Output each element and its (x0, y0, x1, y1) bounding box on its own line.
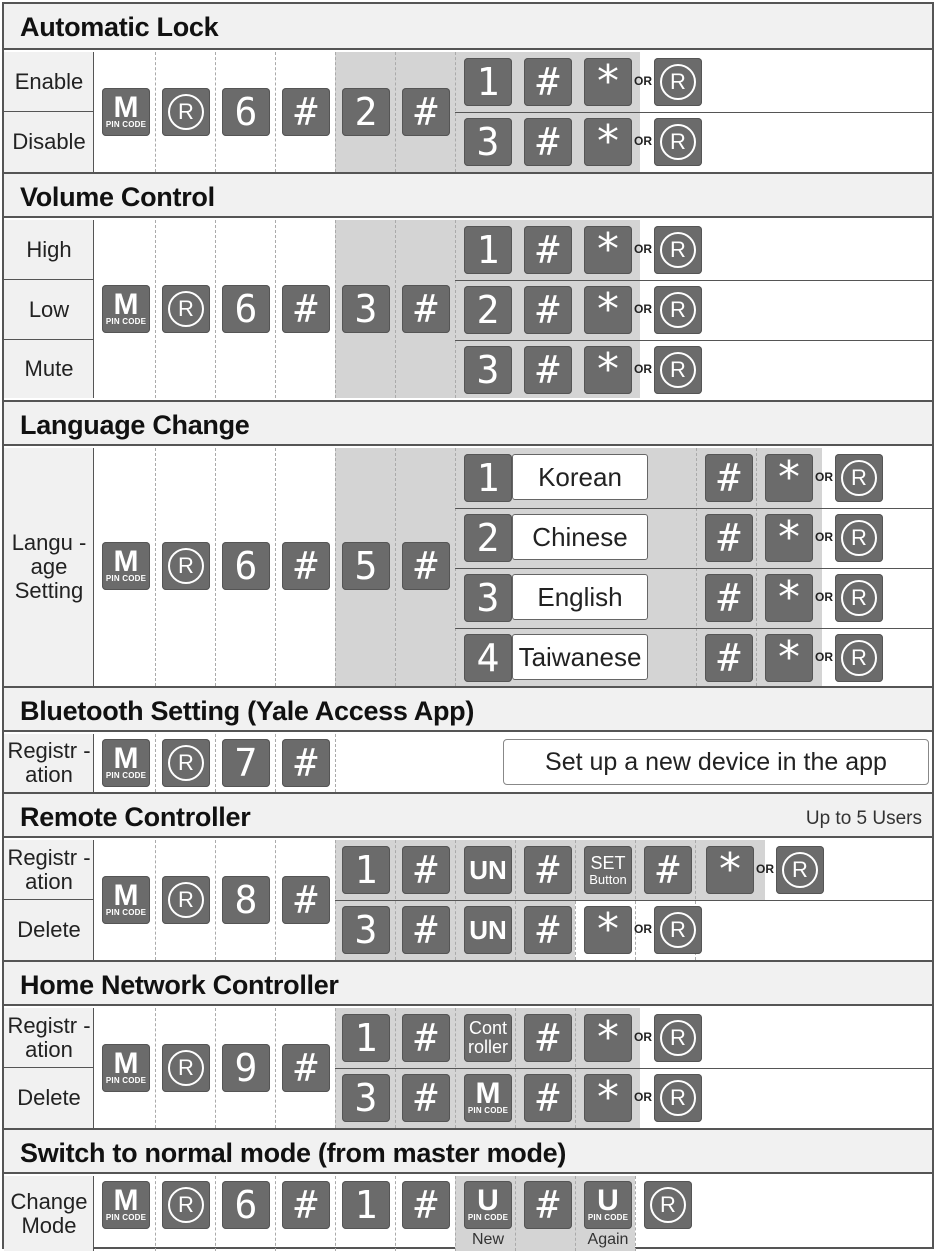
column-divider (395, 448, 396, 686)
master-key-letter: M (113, 879, 139, 912)
column-divider (215, 1176, 216, 1251)
digit-key-icon: 1 (464, 226, 512, 274)
star-key-icon: * (765, 634, 813, 682)
controller-label-1: Cont (468, 1018, 508, 1038)
digit-key-icon: 3 (342, 285, 390, 333)
register-key-icon (835, 574, 883, 622)
pin-code-caption: PIN CODE (467, 1106, 509, 1115)
column-divider (455, 1176, 456, 1251)
hash-key-icon: # (282, 876, 330, 924)
master-key-icon (102, 739, 150, 787)
row-label: Change Mode (10, 1188, 88, 1238)
master-key-icon (102, 542, 150, 590)
column-divider (395, 1176, 396, 1251)
register-symbol: R (168, 882, 204, 918)
column-divider (215, 448, 216, 686)
row-label: Registr -ation (7, 738, 91, 787)
pin-code-caption: PIN CODE (587, 1213, 629, 1222)
or-text: OR (634, 1090, 652, 1104)
master-key-letter: M (113, 742, 139, 775)
section-header (4, 1128, 932, 1174)
pin-code-caption: PIN CODE (105, 317, 147, 326)
register-symbol: R (841, 520, 877, 556)
register-symbol: R (660, 1020, 696, 1056)
column-divider (335, 220, 336, 398)
register-key-icon (654, 118, 702, 166)
un-key-icon: UN (464, 906, 512, 954)
register-symbol: R (168, 1187, 204, 1223)
hash-key-icon: # (402, 88, 450, 136)
digit-key-icon: 1 (464, 454, 512, 502)
column-divider (275, 448, 276, 686)
row-divider (455, 340, 932, 341)
row-label: Low (4, 280, 94, 340)
register-key-icon (654, 346, 702, 394)
column-divider (275, 840, 276, 960)
register-key-icon (654, 58, 702, 106)
or-text: OR (815, 590, 833, 604)
master-key-icon (102, 88, 150, 136)
star-key-icon: * (584, 286, 632, 334)
column-divider (275, 1176, 276, 1251)
row-divider (455, 628, 932, 629)
digit-key-icon: 3 (464, 118, 512, 166)
hash-key-icon: # (524, 846, 572, 894)
or-text: OR (634, 134, 652, 148)
register-symbol: R (168, 94, 204, 130)
register-symbol: R (660, 232, 696, 268)
register-key-icon (654, 286, 702, 334)
user-key-letter: U (477, 1184, 499, 1217)
section-header (4, 960, 932, 1006)
section-header (4, 172, 932, 218)
row-divider (455, 280, 932, 281)
row-divider (455, 508, 932, 509)
hash-key-icon: # (524, 226, 572, 274)
column-divider (155, 220, 156, 398)
row-label: Registr -ation (4, 840, 94, 900)
master-key-letter: M (475, 1077, 501, 1110)
section (4, 400, 932, 686)
column-divider (335, 448, 336, 686)
star-key-icon: * (584, 1014, 632, 1062)
register-symbol: R (650, 1187, 686, 1223)
pin-code-caption: PIN CODE (105, 120, 147, 129)
master-key-icon (102, 285, 150, 333)
language-name-box: English (512, 574, 648, 620)
register-symbol: R (841, 580, 877, 616)
un-key-icon: UN (464, 846, 512, 894)
set-label: SET (590, 852, 626, 873)
hash-key-icon: # (402, 1014, 450, 1062)
section-title: Volume Control (20, 182, 215, 212)
register-key-icon (654, 906, 702, 954)
column-divider (155, 734, 156, 792)
master-key-icon (464, 1074, 512, 1122)
section-title: Language Change (20, 410, 250, 440)
section (4, 172, 932, 400)
user-key-icon (464, 1181, 512, 1229)
column-divider (395, 52, 396, 172)
register-key-icon (654, 226, 702, 274)
language-name-box: Korean (512, 454, 648, 500)
register-key-icon (162, 876, 210, 924)
column-divider (275, 220, 276, 398)
hash-key-icon: # (282, 285, 330, 333)
digit-key-icon: 6 (222, 542, 270, 590)
master-key-icon (102, 876, 150, 924)
register-key-icon (835, 454, 883, 502)
section-header (4, 686, 932, 732)
section-header (4, 400, 932, 446)
or-text: OR (815, 530, 833, 544)
hash-key-icon: # (644, 846, 692, 894)
digit-key-icon: 7 (222, 739, 270, 787)
star-key-icon: * (584, 906, 632, 954)
or-text: OR (634, 362, 652, 376)
register-key-icon (835, 514, 883, 562)
section-header (4, 792, 932, 838)
again-caption: Again (587, 1231, 629, 1248)
star-key-icon: * (765, 454, 813, 502)
pin-code-caption: PIN CODE (105, 574, 147, 583)
row-divider (455, 568, 932, 569)
column-divider (455, 220, 456, 398)
register-key-icon (835, 634, 883, 682)
or-text: OR (634, 242, 652, 256)
register-symbol: R (168, 291, 204, 327)
star-key-icon: * (706, 846, 754, 894)
or-text: OR (634, 922, 652, 936)
digit-key-icon: 2 (464, 514, 512, 562)
digit-key-icon: 3 (464, 574, 512, 622)
language-name-box: Chinese (512, 514, 648, 560)
column-divider (155, 1176, 156, 1251)
set-button-key-icon (584, 846, 632, 894)
register-symbol: R (841, 640, 877, 676)
digit-key-icon: 1 (342, 1181, 390, 1229)
section-note: Up to 5 Users (805, 808, 922, 829)
column-divider (215, 52, 216, 172)
hash-key-icon: # (524, 1181, 572, 1229)
row-label: Disable (12, 129, 86, 154)
digit-key-icon: 5 (342, 542, 390, 590)
register-key-icon (162, 542, 210, 590)
register-symbol: R (168, 745, 204, 781)
row-divider (335, 900, 932, 901)
new-caption: New (471, 1231, 504, 1248)
hash-key-icon: # (282, 88, 330, 136)
column-divider (155, 52, 156, 172)
or-text: OR (634, 302, 652, 316)
star-key-icon: * (765, 514, 813, 562)
hash-key-icon: # (402, 906, 450, 954)
register-symbol: R (660, 64, 696, 100)
row-label: Langu -age Setting (11, 530, 87, 603)
column-divider (395, 220, 396, 398)
row-label: High (4, 220, 94, 280)
register-symbol: R (168, 1050, 204, 1086)
section-title: Bluetooth Setting (Yale Access App) (20, 696, 475, 726)
section (4, 960, 932, 1128)
command-sheet (2, 2, 934, 1249)
hash-key-icon: # (524, 1074, 572, 1122)
register-symbol: R (660, 352, 696, 388)
hash-key-icon: # (282, 542, 330, 590)
hash-key-icon: # (705, 574, 753, 622)
column-divider (575, 1176, 576, 1251)
section-title: Automatic Lock (20, 12, 219, 42)
section-header (4, 4, 932, 50)
digit-key-icon: 9 (222, 1044, 270, 1092)
register-symbol: R (660, 1080, 696, 1116)
master-key-letter: M (113, 1184, 139, 1217)
pin-code-caption: PIN CODE (467, 1213, 509, 1222)
hash-key-icon: # (282, 1181, 330, 1229)
row-label: Delete (17, 917, 81, 942)
star-key-icon: * (584, 58, 632, 106)
column-divider (215, 1008, 216, 1128)
master-key-letter: M (113, 545, 139, 578)
digit-key-icon: 1 (342, 1014, 390, 1062)
section (4, 4, 932, 172)
hash-key-icon: # (524, 118, 572, 166)
master-key-icon (102, 1044, 150, 1092)
hash-key-icon: # (524, 906, 572, 954)
column-divider (155, 840, 156, 960)
column-divider (155, 448, 156, 686)
hash-key-icon: # (705, 634, 753, 682)
pin-code-caption: PIN CODE (105, 908, 147, 917)
register-symbol: R (168, 548, 204, 584)
pin-code-caption: PIN CODE (105, 771, 147, 780)
hash-key-icon: # (524, 1014, 572, 1062)
star-key-icon: * (584, 1074, 632, 1122)
section (4, 792, 932, 960)
digit-key-icon: 3 (464, 346, 512, 394)
button-label: Button (589, 871, 627, 887)
master-key-letter: M (113, 91, 139, 124)
register-key-icon (162, 1181, 210, 1229)
row-divider (455, 112, 932, 113)
digit-key-icon: 1 (464, 58, 512, 106)
star-key-icon: * (584, 118, 632, 166)
hash-key-icon: # (524, 58, 572, 106)
hash-key-icon: # (402, 1074, 450, 1122)
section-title: Home Network Controller (20, 970, 339, 1000)
row-label: Mute (24, 356, 74, 381)
hash-key-icon: # (524, 286, 572, 334)
digit-key-icon: 8 (222, 876, 270, 924)
register-key-icon (644, 1181, 692, 1229)
hash-key-icon: # (402, 542, 450, 590)
hash-key-icon: # (402, 846, 450, 894)
digit-key-icon: 2 (464, 286, 512, 334)
register-key-icon (654, 1074, 702, 1122)
controller-key-icon (464, 1014, 512, 1062)
column-divider (275, 52, 276, 172)
master-key-letter: M (113, 288, 139, 321)
section-title: Switch to normal mode (from master mode) (20, 1138, 567, 1168)
row-label: Delete (17, 1085, 81, 1110)
or-text: OR (634, 1030, 652, 1044)
column-divider (155, 1008, 156, 1128)
section (4, 1128, 932, 1251)
register-key-icon (162, 1044, 210, 1092)
row-label: Registr -ation (4, 1008, 94, 1068)
star-key-icon: * (765, 574, 813, 622)
hash-key-icon: # (282, 1044, 330, 1092)
register-key-icon (162, 739, 210, 787)
register-symbol: R (660, 124, 696, 160)
hash-key-icon: # (524, 346, 572, 394)
column-divider (215, 220, 216, 398)
column-divider (275, 734, 276, 792)
digit-key-icon: 1 (342, 846, 390, 894)
hash-key-icon: # (282, 739, 330, 787)
pin-code-caption: PIN CODE (105, 1076, 147, 1085)
user-key-icon (584, 1181, 632, 1229)
column-divider (275, 1008, 276, 1128)
section (4, 686, 932, 792)
star-key-icon: * (584, 346, 632, 394)
language-name-box: Taiwanese (512, 634, 648, 680)
star-key-icon: * (584, 226, 632, 274)
digit-key-icon: 6 (222, 285, 270, 333)
master-key-letter: M (113, 1047, 139, 1080)
or-text: OR (815, 650, 833, 664)
register-symbol: R (782, 852, 818, 888)
digit-key-icon: 6 (222, 88, 270, 136)
register-symbol: R (660, 912, 696, 948)
column-divider (335, 1176, 336, 1251)
or-text: OR (815, 470, 833, 484)
digit-key-icon: 6 (222, 1181, 270, 1229)
register-key-icon (162, 88, 210, 136)
register-key-icon (776, 846, 824, 894)
register-key-icon (654, 1014, 702, 1062)
hash-key-icon: # (402, 1181, 450, 1229)
master-key-icon (102, 1181, 150, 1229)
register-symbol: R (660, 292, 696, 328)
register-symbol: R (841, 460, 877, 496)
column-divider (215, 734, 216, 792)
digit-key-icon: 2 (342, 88, 390, 136)
or-text: OR (634, 74, 652, 88)
row-divider (335, 1068, 932, 1069)
column-divider (335, 734, 336, 792)
column-divider (756, 448, 757, 686)
hash-key-icon: # (705, 514, 753, 562)
digit-key-icon: 3 (342, 1074, 390, 1122)
controller-label-2: roller (467, 1037, 508, 1057)
hash-key-icon: # (402, 285, 450, 333)
app-instruction-box: Set up a new device in the app (503, 739, 929, 785)
or-text: OR (756, 862, 774, 876)
column-divider (335, 52, 336, 172)
digit-key-icon: 4 (464, 634, 512, 682)
column-divider (455, 448, 456, 686)
user-key-letter: U (597, 1184, 619, 1217)
section-title: Remote Controller (20, 802, 251, 832)
column-divider (215, 840, 216, 960)
pin-code-caption: PIN CODE (105, 1213, 147, 1222)
hash-key-icon: # (705, 454, 753, 502)
column-divider (696, 448, 697, 686)
row-label: Enable (4, 52, 94, 112)
digit-key-icon: 3 (342, 906, 390, 954)
register-key-icon (162, 285, 210, 333)
